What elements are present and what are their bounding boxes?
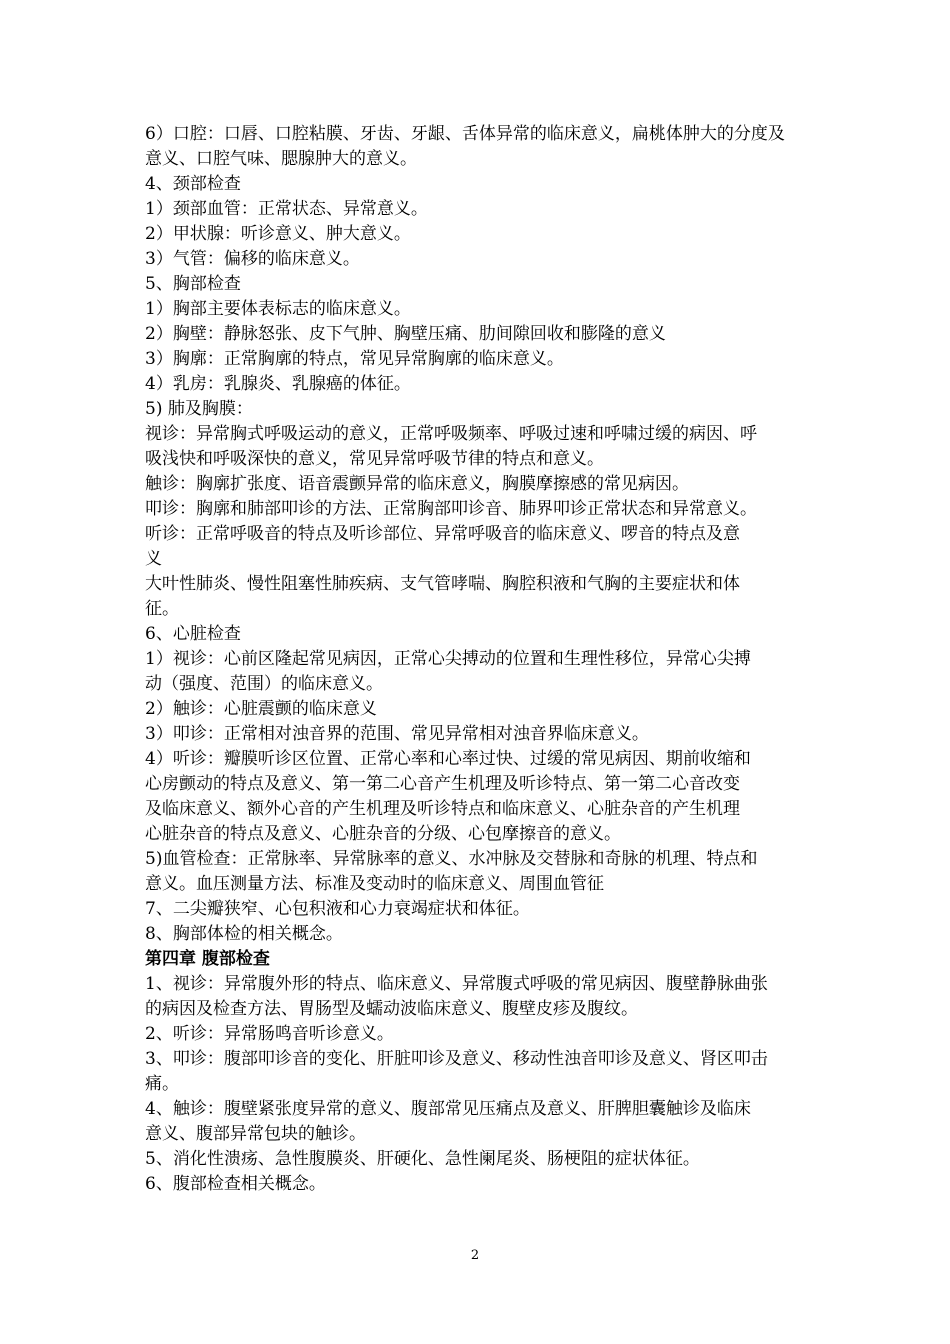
- text-line: 1、视诊：异常腹外形的特点、临床意义、异常腹式呼吸的常见病因、腹壁静脉曲张: [145, 974, 768, 994]
- text-line: 大叶性肺炎、慢性阻塞性肺疾病、支气管哮喘、胸腔积液和气胸的主要症状和体: [145, 574, 740, 594]
- text-line: 意义。血压测量方法、标准及变动时的临床意义、周围血管征: [145, 874, 604, 894]
- text-line: 及临床意义、额外心音的产生机理及听诊特点和临床意义、心脏杂音的产生机理: [145, 799, 740, 819]
- text-line: 8、胸部体检的相关概念。: [145, 924, 343, 944]
- text-line: 触诊：胸廓扩张度、语音震颤异常的临床意义，胸膜摩擦感的常见病因。: [145, 474, 689, 494]
- text-line: 6）口腔：口唇、口腔粘膜、牙齿、牙龈、舌体异常的临床意义，扁桃体肿大的分度及: [145, 124, 785, 144]
- text-line: 4）乳房：乳腺炎、乳腺癌的体征。: [145, 374, 411, 394]
- text-line: 4、触诊：腹壁紧张度异常的意义、腹部常见压痛点及意义、肝脾胆囊触诊及临床: [145, 1099, 751, 1119]
- text-line: 2、听诊：异常肠鸣音听诊意义。: [145, 1024, 394, 1044]
- text-line: 视诊：异常胸式呼吸运动的意义，正常呼吸频率、呼吸过速和呼啸过缓的病因、呼: [145, 424, 757, 444]
- text-line: 5、消化性溃疡、急性腹膜炎、肝硬化、急性阑尾炎、肠梗阻的症状体征。: [145, 1149, 700, 1169]
- text-line: 5)血管检查：正常脉率、异常脉率的意义、水冲脉及交替脉和奇脉的机理、特点和: [145, 849, 758, 869]
- text-line: 听诊：正常呼吸音的特点及听诊部位、异常呼吸音的临床意义、啰音的特点及意: [145, 524, 740, 544]
- text-line: 心房颤动的特点及意义、第一第二心音产生机理及听诊特点、第一第二心音改变: [145, 774, 740, 794]
- chapter-title: 第四章 腹部检查: [145, 949, 270, 969]
- text-line: 动（强度、范围）的临床意义。: [145, 674, 383, 694]
- document-body: [145, 122, 813, 1197]
- text-line: 4）听诊：瓣膜听诊区位置、正常心率和心率过快、过缓的常见病因、期前收缩和: [145, 749, 751, 769]
- text-line: 吸浅快和呼吸深快的意义，常见异常呼吸节律的特点和意义。: [145, 449, 604, 469]
- text-line: 2）甲状腺：听诊意义、肿大意义。: [145, 224, 411, 244]
- section-heading: 6、心脏检查: [145, 624, 241, 644]
- page-number: 2: [470, 1248, 480, 1263]
- text-line: 征。: [145, 599, 179, 619]
- text-line: 心脏杂音的特点及意义、心脏杂音的分级、心包摩擦音的意义。: [145, 824, 621, 844]
- text-line: 痛。: [145, 1074, 179, 1094]
- text-line: 1）颈部血管：正常状态、异常意义。: [145, 199, 428, 219]
- text-line: 7、二尖瓣狭窄、心包积液和心力衰竭症状和体征。: [145, 899, 530, 919]
- text-line: 意义、口腔气味、腮腺肿大的意义。: [145, 149, 417, 169]
- text-line: 3）气管：偏移的临床意义。: [145, 249, 360, 269]
- text-line: 义: [145, 549, 162, 569]
- text-line: 1）胸部主要体表标志的临床意义。: [145, 299, 411, 319]
- text-line: 3、叩诊：腹部叩诊音的变化、肝脏叩诊及意义、移动性浊音叩诊及意义、肾区叩击: [145, 1049, 768, 1069]
- section-heading: 4、颈部检查: [145, 174, 241, 194]
- text-line: 6、腹部检查相关概念。: [145, 1174, 326, 1194]
- text-line: 叩诊：胸廓和肺部叩诊的方法、正常胸部叩诊音、肺界叩诊正常状态和异常意义。: [145, 499, 757, 519]
- text-line: 3）胸廓：正常胸廓的特点，常见异常胸廓的临床意义。: [145, 349, 564, 369]
- text-line: 1）视诊：心前区隆起常见病因，正常心尖搏动的位置和生理性移位，异常心尖搏: [145, 649, 751, 669]
- text-line: 3）叩诊：正常相对浊音界的范围、常见异常相对浊音界临床意义。: [145, 724, 649, 744]
- text-line: 意义、腹部异常包块的触诊。: [145, 1124, 366, 1144]
- text-line: 5) 肺及胸膜：: [145, 399, 253, 419]
- text-line: 的病因及检查方法、胃肠型及蠕动波临床意义、腹壁皮疹及腹纹。: [145, 999, 638, 1019]
- text-line: 2）触诊：心脏震颤的临床意义: [145, 699, 377, 719]
- section-heading: 5、胸部检查: [145, 274, 241, 294]
- text-line: 2）胸壁：静脉怒张、皮下气肿、胸壁压痛、肋间隙回收和膨隆的意义: [145, 324, 666, 344]
